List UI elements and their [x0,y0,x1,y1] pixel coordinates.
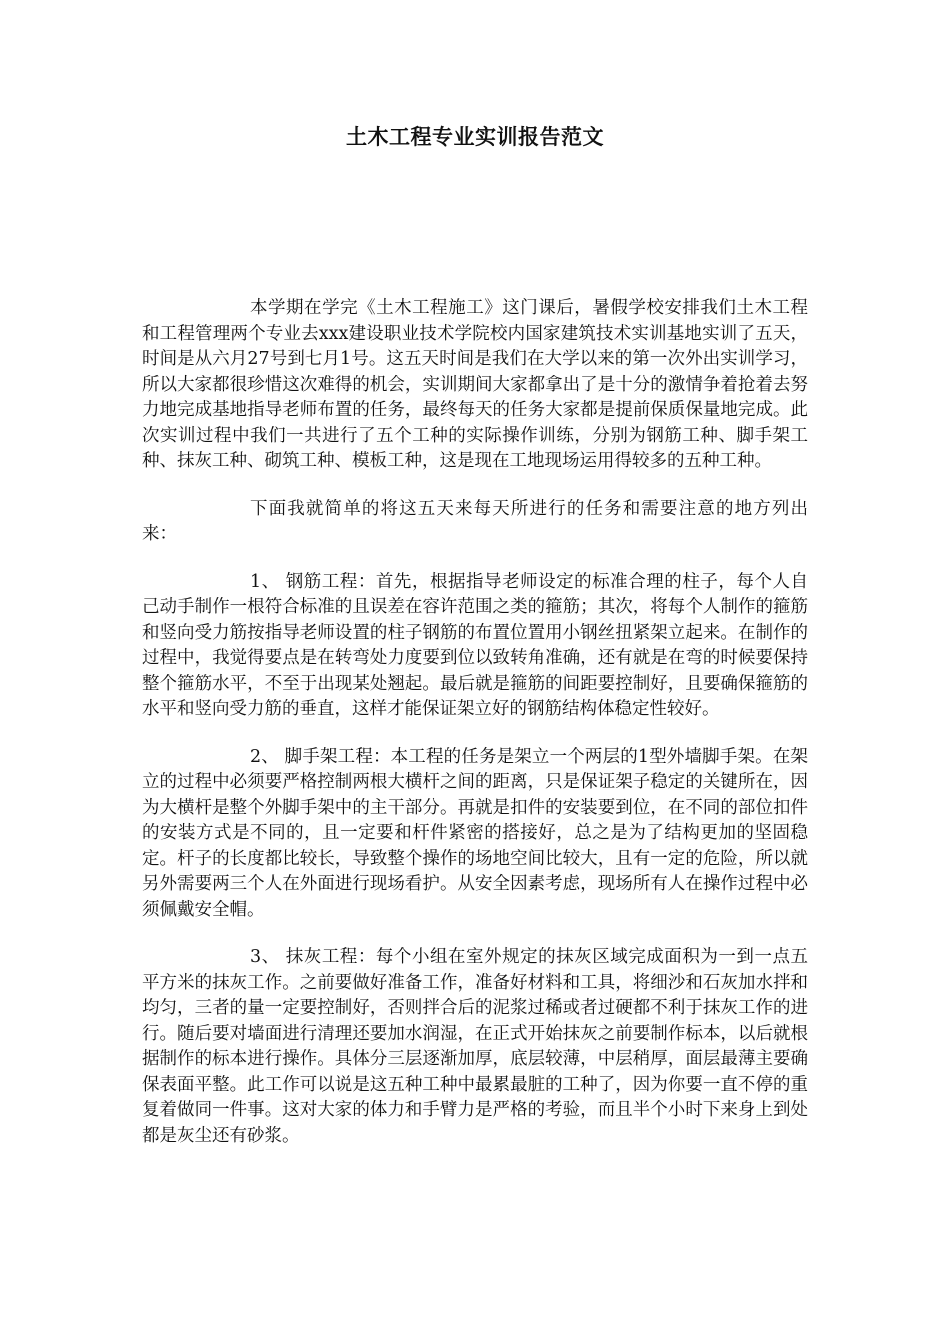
paragraph-scaffold: 2、 脚手架工程：本工程的任务是架立一个两层的1型外墙脚手架。在架立的过程中必须要严格控制两根大横杆之间的距离，只是保证架子稳定的关键所在，因为大横杆是整个外脚手架中的主干部分。再就是扣件的安装要到位，在不同的部位扣件的安装方式是不同的，且一定要和杆件紧密的搭接好，总之是为了结构更加的坚固稳定。杆子的长度都比较长，导致整个操作的场地空间比较大，且有一定的危险，所以就另外需要两三个人在外面进行现场看护。从安全因素考虑，现场所有人在操作过程中必须佩戴安全帽。 [142,746,808,920]
document-body [142,296,808,1171]
paragraph-plaster: 3、 抹灰工程：每个小组在室外规定的抹灰区域完成面积为一到一点五平方米的抹灰工作。之前要做好准备工作，准备好材料和工具，将细沙和石灰加水拌和均匀，三者的量一定要控制好，否则拌合后的泥浆过稀或者过硬都不利于抹灰工作的进行。随后要对墙面进行清理还要加水润湿，在正式开始抹灰之前要制作标本，以后就根据制作的标本进行操作。具体分三层逐渐加厚，底层较薄，中层稍厚，面层最薄主要确保表面平整。此工作可以说是这五种工种中最累最脏的工种了，因为你要一直不停的重复着做同一件事。这对大家的体力和手臂力是严格的考验，而且半个小时下来身上到处都是灰尘还有砂浆。 [142,947,808,1146]
document-title: 土木工程专业实训报告范文 [346,125,604,149]
paragraph-overview: 下面我就简单的将这五天来每天所进行的任务和需要注意的地方列出来： [142,498,808,544]
paragraph-rebar: 1、 钢筋工程：首先，根据指导老师设定的标准合理的柱子，每个人自己动手制作一根符合标准的且误差在容许范围之类的箍筋；其次，将每个人制作的箍筋和竖向受力筋按指导老师设置的柱子钢筋的布置位置用小钢丝扭紧架立起来。在制作的过程中，我觉得要点是在转弯处力度要到位以致转角准确，还有就是在弯的时候要保持整个箍筋水平，不至于出现某处翘起。最后就是箍筋的间距要控制好，且要确保箍筋的水平和竖向受力筋的垂直，这样才能保证架立好的钢筋结构体稳定性较好。 [142,571,808,719]
paragraph-intro: 本学期在学完《土木工程施工》这门课后，暑假学校安排我们土木工程和工程管理两个专业去xxx建设职业技术学院校内国家建筑技术实训基地实训了五天，时间是从六月27号到七月1号。这五天时间是我们在大学以来的第一次外出实训学习，所以大家都很珍惜这次难得的机会，实训期间大家都拿出了是十分的激情争着抢着去努力地完成基地指导老师布置的任务，最终每天的任务大家都是提前保质保量地完成。此次实训过程中我们一共进行了五个工种的实际操作训练，分别为钢筋工种、脚手架工种、抹灰工种、砌筑工种、模板工种，这是现在工地现场运用得较多的五种工种。 [142,298,808,471]
